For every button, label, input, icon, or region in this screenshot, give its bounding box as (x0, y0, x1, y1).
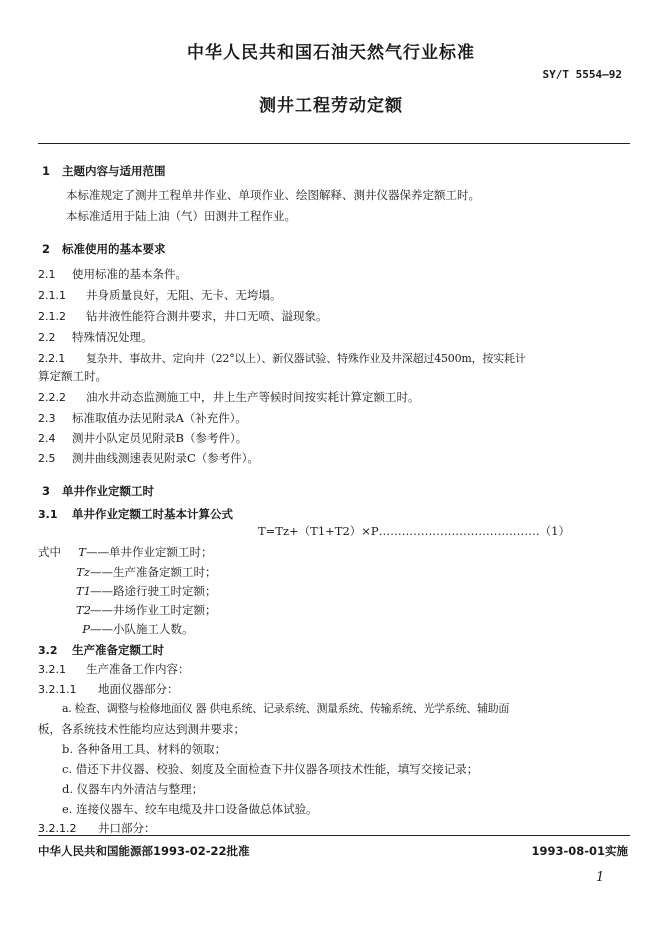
effective-date: 1993-08-01实施 (531, 844, 628, 858)
clause-number: 3.2.1 (38, 663, 66, 676)
variable-desc: ——井场作业工时定额； (90, 603, 217, 617)
clause-line (38, 450, 259, 466)
variable-symbol: Tz (76, 565, 90, 579)
clause-text: 测井小队定员见附录B（参考件）。 (72, 431, 248, 445)
clause-number: 3.2.1.2 (38, 822, 77, 835)
variable-symbol: T1 (76, 584, 91, 598)
clause-continuation: 算定额工时。 (38, 369, 107, 383)
clause-line (38, 287, 282, 303)
section-number: 3 (42, 484, 51, 498)
clause-text: 钻井液性能符合测井要求，井口无喷、溢现象。 (86, 309, 328, 323)
clause-text: 使用标准的基本条件。 (72, 267, 187, 281)
page-number: 1 (596, 870, 605, 885)
variable-symbol: T2 (76, 603, 91, 617)
clause-text: 油水井动态监测施工中，井上生产等候时间按实耗计算定额工时。 (86, 390, 420, 404)
clause-number: 2.3 (38, 412, 56, 425)
clause-text: 井口部分： (98, 821, 156, 835)
section-title: 单井作业定额工时 (62, 484, 155, 498)
org-title: 中华人民共和国石油天然气行业标准 (187, 43, 475, 63)
section-2-heading (42, 241, 166, 257)
clause-line (38, 410, 247, 426)
clause-number: 2.2 (38, 331, 56, 344)
clause-number: 2.5 (38, 452, 56, 465)
clause-line (38, 681, 179, 697)
clause-text: 标准取值办法见附录A（补充件）。 (72, 411, 248, 425)
clause-text: 地面仪器部分： (98, 682, 179, 696)
variable-symbol: T (78, 545, 86, 559)
variable-line (76, 621, 194, 637)
clause-number: 2.4 (38, 432, 56, 445)
section-number: 2 (42, 242, 51, 256)
subsection-3-2-heading (38, 642, 164, 658)
variable-symbol: P (82, 622, 90, 636)
header-rule (38, 143, 630, 144)
approval-note: 中华人民共和国能源部1993-02-22批准 (38, 844, 250, 858)
clause-line (38, 266, 187, 282)
clause-line (38, 820, 156, 836)
clause-number: 2.2.1 (38, 352, 65, 365)
subsection-title: 生产准备定额工时 (72, 643, 164, 657)
list-item: c. 借还下井仪器、校验、刻度及全面检查下井仪器各项技术性能，填写交接记录； (62, 762, 479, 776)
variable-line (76, 583, 217, 599)
clause-line (38, 389, 420, 405)
clause-line (38, 430, 247, 446)
clause-number: 2.2.2 (38, 391, 66, 404)
clause-text: 生产准备工作内容： (86, 662, 190, 676)
variable-desc: ——生产准备定额工时； (90, 565, 217, 579)
subsection-title: 单井作业定额工时基本计算公式 (72, 507, 233, 521)
list-item: a. 检查、调整与检修地面仪 器 供电系统、记录系统、测量系统、传输系统、光学系统、辅助面 (62, 702, 510, 715)
clause-text: 井身质量良好，无阻、无卡、无垮塌。 (86, 288, 282, 302)
list-item: d. 仪器车内外清洁与整理； (62, 782, 204, 796)
variable-line (38, 544, 212, 560)
footer-rule (38, 835, 630, 836)
clause-text: 复杂井、事故井、定向井（22°以上）、新仪器试验、特殊作业及井深超过4500m，按实耗计 (86, 352, 526, 365)
clause-text: 测井曲线测速表见附录C（参考件）。 (72, 451, 260, 465)
clause-line (38, 350, 526, 366)
paragraph: 本标准规定了测井工程单井作业、单项作业、绘图解释、测井仪器保养定额工时。 (66, 188, 480, 202)
clause-number: 3.1 (38, 508, 58, 521)
list-item-continuation: 板，各系统技术性能均应达到测井要求； (38, 722, 245, 736)
variable-desc: ——单井作业定额工时； (85, 545, 213, 559)
section-number: 1 (42, 164, 51, 178)
section-title: 主题内容与适用范围 (62, 164, 166, 178)
clause-number: 2.1.2 (38, 310, 66, 323)
clause-number: 2.1.1 (38, 289, 66, 302)
clause-number: 3.2 (38, 644, 58, 657)
formula: T=Tz+（T1+T2）×P……………………………………（1） (258, 524, 570, 538)
paragraph: 本标准适用于陆上油（气）田测井工程作业。 (66, 209, 296, 223)
variable-line (76, 564, 217, 580)
subsection-3-1-heading (38, 506, 233, 522)
clause-number: 2.1 (38, 268, 56, 281)
variable-line (76, 602, 217, 618)
clause-line (38, 308, 328, 324)
variable-desc: ——小队施工人数。 (90, 622, 194, 636)
where-label: 式中 (38, 545, 61, 559)
list-item: b. 各种备用工具、材料的领取； (62, 742, 227, 756)
document-title: 测井工程劳动定额 (259, 96, 403, 116)
clause-line (38, 329, 153, 345)
clause-number: 3.2.1.1 (38, 683, 77, 696)
clause-text: 特殊情况处理。 (72, 330, 153, 344)
section-3-heading (42, 483, 154, 499)
list-item: e. 连接仪器车、绞车电缆及井口设备做总体试验。 (62, 802, 318, 816)
variable-desc: ——路途行驶工时定额； (90, 584, 217, 598)
clause-line (38, 661, 190, 677)
section-1-heading (42, 163, 166, 179)
standard-code: SY/T 5554—92 (542, 68, 622, 81)
section-title: 标准使用的基本要求 (62, 242, 166, 256)
